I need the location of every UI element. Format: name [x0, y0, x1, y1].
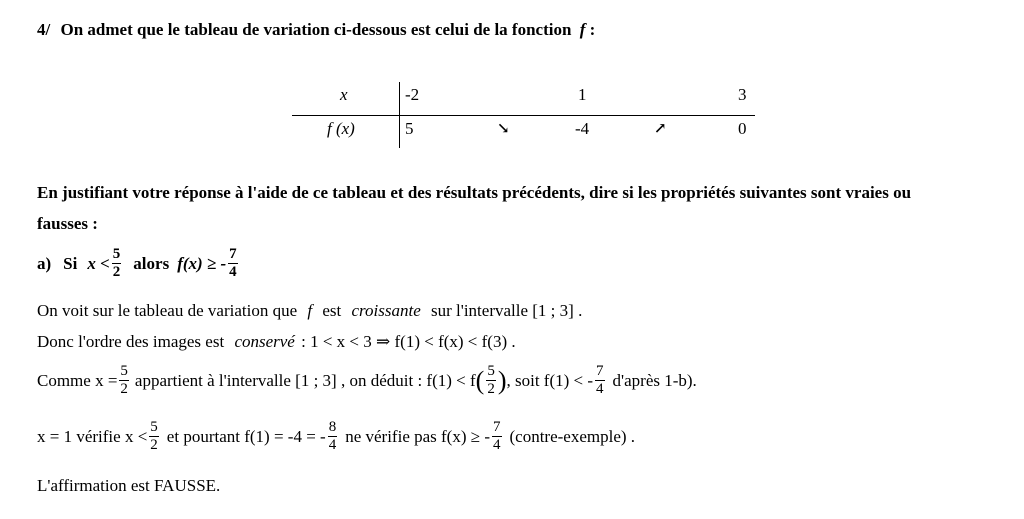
- question-text: On admet que le tableau de variation ci-dessous est celui de la fonction: [60, 20, 572, 39]
- table-x-value: -2: [405, 85, 420, 104]
- item-a-fx-geq: f(x) ≥ -: [177, 253, 227, 273]
- frac-den: 4: [328, 437, 337, 453]
- fraction-7-4: [492, 420, 502, 453]
- item-a-label: a): [37, 253, 52, 273]
- frac-num: 7: [596, 363, 604, 379]
- fraction-7-4: [228, 247, 238, 280]
- item-a-alors: alors: [133, 253, 170, 273]
- table-f-value: 0: [738, 119, 747, 138]
- frac-den: 2: [120, 381, 128, 397]
- instruction-line-1: En justifiant votre réponse à l'aide de ce tableau et des résultats précédents, dire si les propriétés suivantes sont vraies ou: [37, 183, 912, 202]
- answer-text: et pourtant f(1) = -4 = -: [166, 426, 326, 446]
- frac-num: 5: [112, 246, 121, 262]
- question-colon: :: [589, 20, 596, 39]
- table-horizontal-divider: [292, 115, 755, 116]
- frac-num: 5: [120, 363, 128, 379]
- question-heading: [37, 20, 595, 40]
- answer-text: ne vérifie pas f(x) ≥ -: [345, 426, 490, 446]
- answer-emphasis: conservé: [234, 332, 295, 351]
- answer-emphasis: croissante: [351, 301, 421, 320]
- fraction-8-4: [328, 420, 338, 453]
- fraction-5-2: [119, 364, 129, 397]
- frac-num: 5: [487, 363, 495, 379]
- fraction-5-2: [486, 364, 496, 397]
- frac-num: 7: [229, 246, 237, 262]
- answer-text: x = 1 vérifie x <: [37, 426, 148, 446]
- answer-text: : 1 < x < 3 ⇒ f(1) < f(x) < f(3) .: [301, 332, 516, 351]
- answer-func: f: [307, 301, 313, 320]
- answer-text: est: [322, 301, 342, 320]
- frac-num: 8: [328, 419, 337, 435]
- frac-den: 2: [112, 264, 121, 280]
- answer-text: sur l'intervalle [1 ; 3] .: [431, 301, 583, 320]
- answer-text: Donc l'ordre des images est: [37, 332, 225, 351]
- left-paren: (: [475, 365, 485, 395]
- answer-line-4: [37, 420, 635, 453]
- question-number: 4/: [37, 20, 51, 39]
- answer-text: , soit f(1) < -: [506, 370, 594, 390]
- fraction-5-2: [112, 247, 122, 280]
- item-a-x-lt: x <: [87, 253, 110, 273]
- answer-text: appartient à l'intervalle [1 ; 3] , on déduit : f(1) < f: [134, 370, 476, 390]
- increasing-arrow-icon: ↗: [654, 121, 667, 137]
- table-f-header: f (x): [327, 119, 355, 138]
- frac-den: 4: [493, 437, 501, 453]
- answer-text: On voit sur le tableau de variation que: [37, 301, 298, 320]
- answer-conclusion: L'affirmation est FAUSSE.: [37, 476, 221, 495]
- frac-num: 5: [150, 419, 158, 435]
- answer-line-2: [37, 332, 516, 352]
- frac-den: 4: [229, 264, 237, 280]
- fraction-5-2: [149, 420, 159, 453]
- right-paren: ): [497, 365, 507, 395]
- table-f-value: 5: [405, 119, 414, 138]
- frac-den: 4: [596, 381, 604, 397]
- item-a-si: Si: [63, 253, 78, 273]
- item-a-statement: [37, 247, 240, 280]
- table-x-value: 1: [578, 85, 587, 104]
- answer-text: d'après 1-b).: [612, 370, 697, 390]
- answer-text: (contre-exemple) .: [509, 426, 636, 446]
- instruction-line-2: fausses :: [37, 214, 98, 233]
- table-f-value: -4: [575, 119, 590, 138]
- answer-text: Comme x =: [37, 370, 118, 390]
- decreasing-arrow-icon: ↘: [497, 121, 510, 137]
- table-x-header: x: [340, 85, 348, 104]
- frac-den: 2: [150, 437, 158, 453]
- fraction-7-4: [595, 364, 605, 397]
- answer-line-3: [37, 364, 697, 397]
- question-func: f: [579, 20, 586, 39]
- table-x-value: 3: [738, 85, 747, 104]
- frac-den: 2: [487, 381, 495, 397]
- frac-num: 7: [493, 419, 501, 435]
- answer-line-1: [37, 301, 582, 321]
